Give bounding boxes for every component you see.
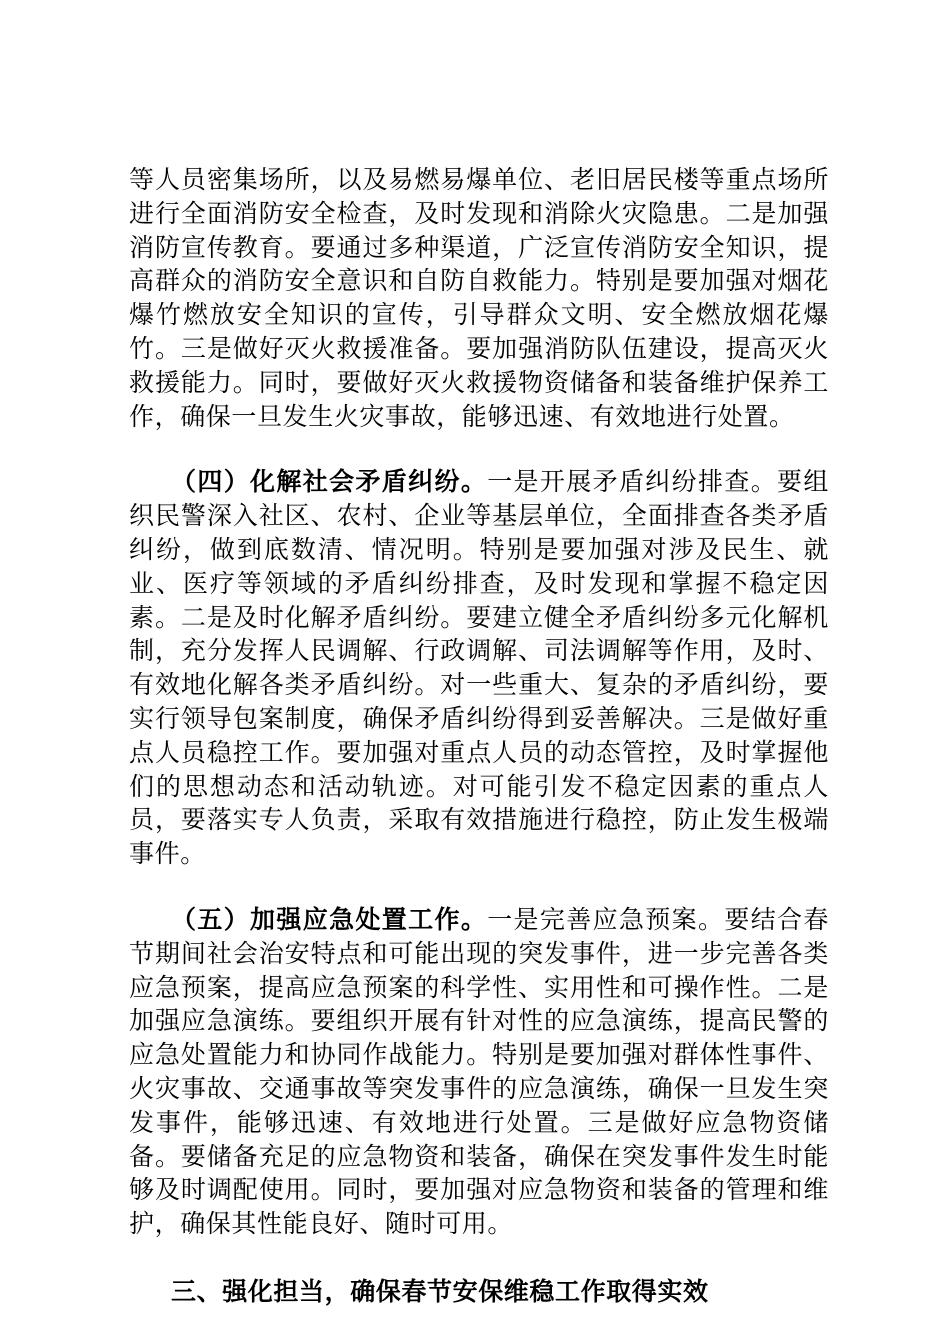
section-heading-three: 三、强化担当，确保春节安保维稳工作取得实效 bbox=[171, 1276, 709, 1306]
paragraph-dispute-resolution-text: 一是开展矛盾纠纷排查。要组织民警深入社区、农村、企业等基层单位，全面排查各类矛盾纠纷，做到底数清、情况明。特别是要加强对涉及民生、就业、医疗等领域的矛盾纠纷排查，及时发现和掌握不稳定因素。二是及时化解矛盾纠纷。要建立健全矛盾纠纷多元化解机制，充分发挥人民调解、行政调解、司法调解等作用，及时、有效地化解各类矛盾纠纷。对一些重大、复杂的矛盾纠纷，要实行领导包案制度，确保矛盾纠纷得到妥善解决。三是做好重点人员稳控工作。要加强对重点人员的动态管控，及时掌握他们的思想动态和活动轨迹。对可能引发不稳定因素的重点人员，要落实专人负责，采取有效措施进行稳控，防止发生极端事件。 bbox=[129, 467, 829, 869]
paragraph-emergency-response-text: 一是完善应急预案。要结合春节期间社会治安特点和可能出现的突发事件，进一步完善各类应急预案，提高应急预案的科学性、实用性和可操作性。二是加强应急演练。要组织开展有针对性的应急演练，提高民警的应急处置能力和协同作战能力。特别是要加强对群体性事件、火灾事故、交通事故等突发事件的应急演练，确保一旦发生突发事件，能够迅速、有效地进行处置。三是做好应急物资储备。要储备充足的应急物资和装备，确保在突发事件发生时能够及时调配使用。同时，要加强对应急物资和装备的管理和维护，确保其性能良好、随时可用。 bbox=[129, 904, 829, 1239]
paragraph-emergency-response bbox=[129, 903, 829, 1241]
subsection-heading-emergency-response: （五）加强应急处置工作。 bbox=[171, 904, 488, 934]
paragraph-fire-safety bbox=[129, 163, 829, 433]
paragraph-dispute-resolution bbox=[129, 465, 829, 871]
paragraph-fire-safety-text: 等人员密集场所，以及易燃易爆单位、老旧居民楼等重点场所进行全面消防安全检查，及时发现和消除火灾隐患。二是加强消防宣传教育。要通过多种渠道，广泛宣传消防安全知识，提高群众的消防安全意识和自防自救能力。特别是要加强对烟花爆竹燃放安全知识的宣传，引导群众文明、安全燃放烟花爆竹。三是做好灭火救援准备。要加强消防队伍建设，提高灭火救援能力。同时，要做好灭火救援物资储备和装备维护保养工作，确保一旦发生火灾事故，能够迅速、有效地进行处置。 bbox=[129, 165, 829, 431]
subsection-heading-dispute-resolution: （四）化解社会矛盾纠纷。 bbox=[171, 467, 488, 497]
document-body bbox=[129, 163, 829, 1309]
